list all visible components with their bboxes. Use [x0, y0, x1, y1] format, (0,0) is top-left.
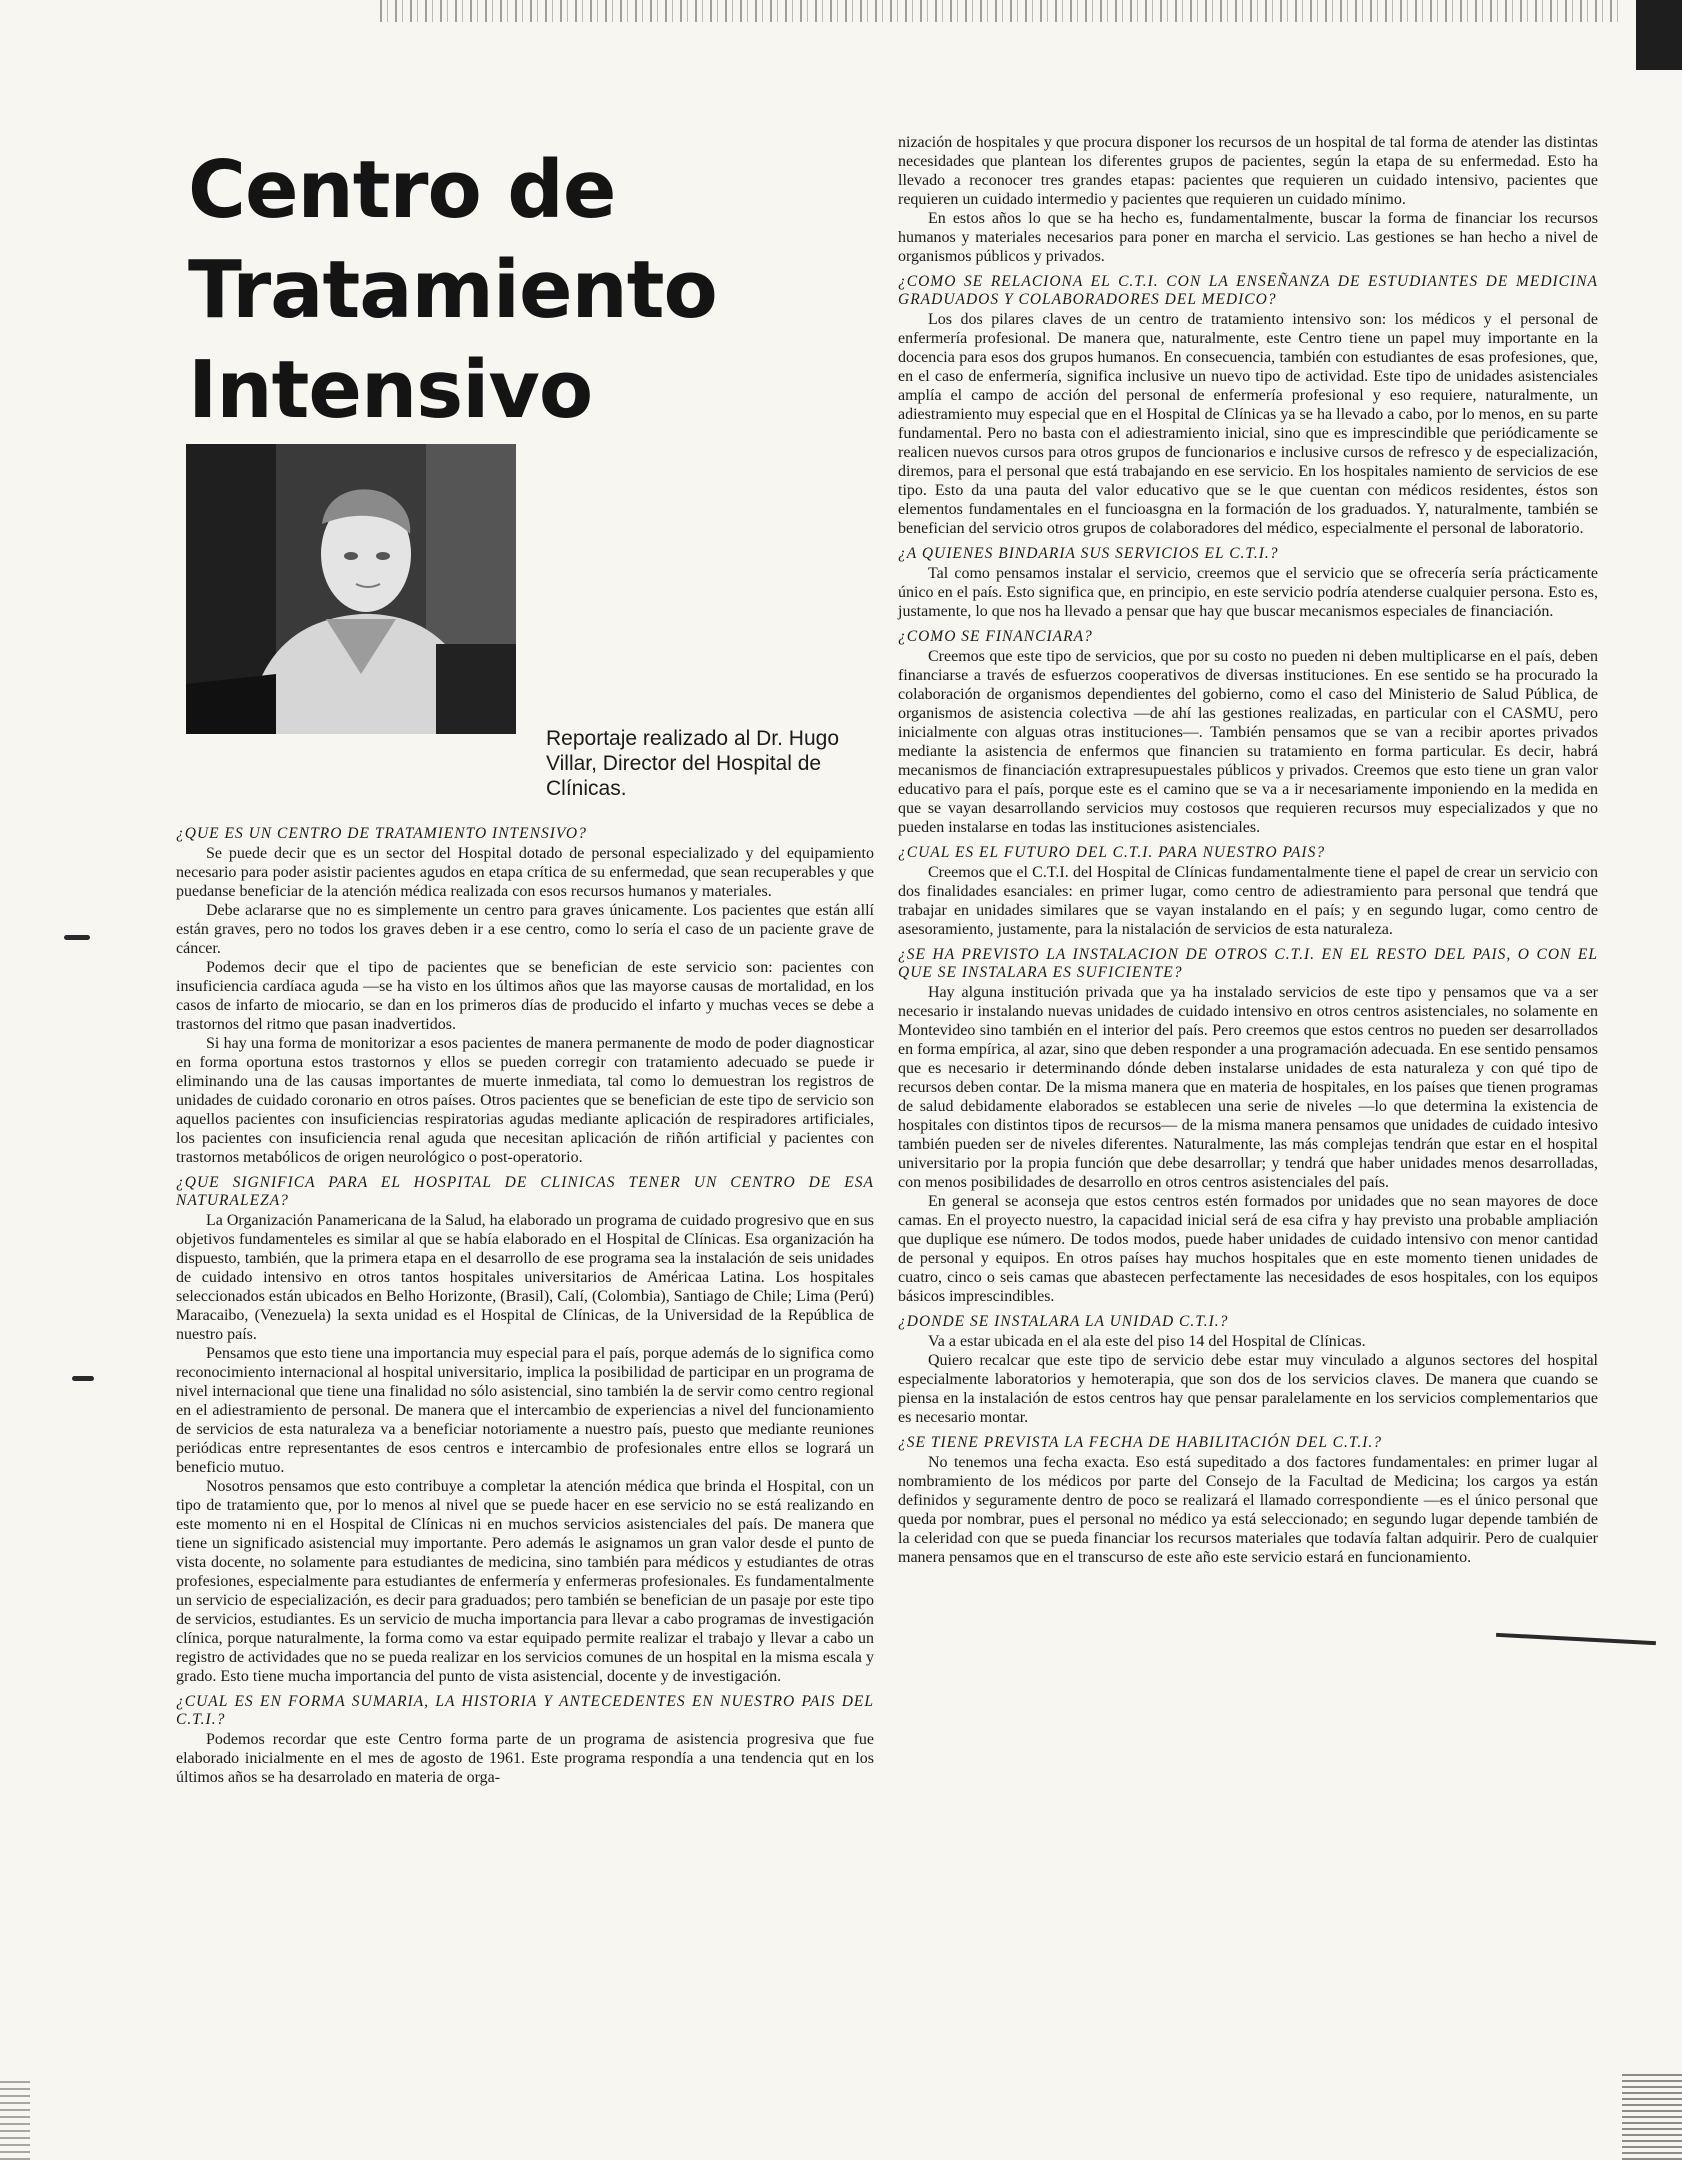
- right-column: [898, 133, 1598, 1567]
- article-paragraph: En estos años lo que se ha hecho es, fundamentalmente, buscar la forma de financiar los recursos humanos y materiales necesarios para poner en marcha el servicio. Las gestiones se han hecho a nivel de organismos públicos y privados.: [898, 210, 1598, 265]
- article-paragraph: nización de hospitales y que procura disponer los recursos de un hospital de tal forma de atender las distintas necesidades que plantean los diferentes grupos de pacientes, según la etapa de su enfermedad. Esto ha llevado a reconocer tres grandes etapas: pacientes que requieren un cuidado intensivo, pacientes que requieren un cuidado intermedio y pacientes que requieren un cuidado mínimo.: [898, 134, 1598, 208]
- article-paragraph: Tal como pensamos instalar el servicio, creemos que el servicio que se ofrecería sería prácticamente único en el país. Esto significa que, en principio, en este servicio podría atenderse cualquier persona. Esto es, justamente, lo que nos ha llevado a pensar que hay que buscar mecanismos especiales de financiación.: [898, 565, 1598, 620]
- scan-noise-corner: [1636, 0, 1682, 70]
- article-paragraph: Nosotros pensamos que esto contribuye a completar la atención médica que brinda el Hospital, con un tipo de tratamiento que, por lo menos al nivel que se puede hacer en ese servicio no se está realizando en este momento ni en el Hospital de Clínicas ni en muchos servicios asistenciales del país. De manera que tiene un significado asistencial muy importante. Pero además le asignamos un gran valor desde el punto de vista docente, no solamente para estudiantes de medicina, sino también para médicos y estudiantes de otras profesiones, especialmente para estudiantes de enfermería y enfermeras profesionales. Es fundamentalmente un servicio de especialización, es decir para graduados; pero también se benefician de un pasaje por este tipo de servicios, estudiantes. Es un servicio de mucha importancia para llevar a cabo programas de investigación clínica, porque naturalmente, la forma como va estar equipado permite realizar el trabajo y llevar a cabo un registro de actividades que no se pueda realizar en los servicios comunes de un hospital en la misma escala y grado. Esto tiene mucha importancia del punto de vista asistencial, docente y de investigación.: [176, 1478, 874, 1685]
- article-paragraph: Podemos decir que el tipo de pacientes que se benefician de este servicio son: pacientes con insuficiencia cardíaca aguda —se ha visto en los últimos años que las mayorse causas de mortalidad, en los casos de infarto de miocario, se dan en los primeros días de producido el infarto y muchas veces se debe a trastornos del ritmo que pasan inadvertidos.: [176, 959, 874, 1033]
- section-heading: ¿A QUIENES BINDARIA SUS SERVICIOS EL C.T.I.?: [898, 545, 1279, 562]
- scan-noise-bottom-right: [1622, 2070, 1682, 2160]
- scan-mark-left-2: [72, 1376, 94, 1381]
- article-paragraph: Pensamos que esto tiene una importancia muy especial para el país, porque además de lo significa como reconocimiento internacional al hospital universitario, implica la posibilidad de participar en un programa de nivel internacional que tiene una finalidad no sólo asistencial, sino también la de servir como centro regional en el adiestramiento de personal. De manera que el intercambio de experiencias a nivel del funcionamiento de servicios de esta naturaleza va a beneficiar notoriamente a nuestro país, puesto que mediante reuniones periódicas entre representantes de esos centros e intercambio de profesionales entre ellos se logrará un beneficio mutuo.: [176, 1345, 874, 1476]
- article-paragraph: Los dos pilares claves de un centro de tratamiento intensivo son: los médicos y el personal de enfermería profesional. De manera que, naturalmente, este Centro tiene un papel muy importante en la docencia para esos dos grupos humanos. En consecuencia, también con estudiantes de esas profesiones, que, en el caso de enfermería, significa inclusive un nuevo tipo de actividad. Este tipo de unidades asistenciales amplía el campo de acción del personal de enfermería profesional y eso requiere, naturalmente, un adiestramiento muy especial que en el Hospital de Clínicas ya se ha llevado a cabo, por lo menos, en su parte fundamental. Pero no basta con el adiestramiento inicial, sino que es imprescindible que periódicamente se realicen nuevos cursos para otros grupos de funcionarios e inclusive cursos de refresco y de especialización, diremos, para el personal que está trabajando en ese servicio. En los hospitales namiento de servicios de ese tipo. Esto da una pauta del valor educativo que se le que cuentan con médicos residentes, éstos son elementos fundamentales en el funcioasgna en la formación de los graduados. Y, naturalmente, también se benefician del servicio otros grupos de colaboradores del médico, especialmente el personal de laboratorio.: [898, 311, 1598, 537]
- scan-noise-bottom-left: [0, 2080, 30, 2160]
- section-heading: ¿SE TIENE PREVISTA LA FECHA DE HABILITACIÓN DEL C.T.I.?: [898, 1434, 1382, 1451]
- article-paragraph: Quiero recalcar que este tipo de servicio debe estar muy vinculado a algunos sectores del hospital especialmente laboratorios y hemoterapia, que son dos de los servicios claves. De manera que cuando se piensa en la instalación de estos centros hay que pensar paralelamente en los servicios complementarios que es necesario montar.: [898, 1352, 1598, 1426]
- scan-noise-top: [380, 0, 1622, 22]
- section-heading: ¿COMO SE RELACIONA EL C.T.I. CON LA ENSEÑANZA DE ESTUDIANTES DE MEDICINA GRADUADOS Y COLABORADORES DEL MEDICO?: [898, 273, 1598, 308]
- scan-mark-right: [1496, 1633, 1656, 1645]
- article-paragraph: Podemos recordar que este Centro forma parte de un programa de asistencia progresiva que fue elaborado inicialmente en el mes de agosto de 1961. Este programa respondía a una tendencia qut en los últimos años se ha desarrolado en materia de orga-: [176, 1731, 874, 1786]
- portrait-icon: [186, 444, 516, 734]
- article-paragraph: No tenemos una fecha exacta. Eso está supeditado a dos factores fundamentales: en primer lugar al nombramiento de los médicos por parte del Consejo de la Facultad de Medicina; los cargos ya están definidos y seguramente dentro de poco se realizará el llamado correspondiente —es el único personal que queda por nombrar, pues el personal no médico ya está seleccionado; en segundo lugar depende también de la celeridad con que se pueda financiar los recursos materiales que todavía faltan adquirir. Pero de cualquier manera pensamos que en el transcurso de este año este servicio estará en funcionamiento.: [898, 1454, 1598, 1566]
- article-paragraph: Creemos que este tipo de servicios, que por su costo no pueden ni deben multiplicarse en el país, deben financiarse a través de esfuerzos cooperativos de diversas instituciones. En ese sentido se ha procurado la colaboración de organismos dependientes del gobierno, como el caso del Ministerio de Salud Pública, de organismos de asistencia colectiva —de ahí las gestiones realizadas, en particular con el CASMU, pero inicialmente con alguas otras instituciones—. También pensamos que se van a recibir aportes privados mediante la asistencia de enfermos que financien su tratamiento en forma particular. Es decir, habrá mecanismos de financiación extrapresupuestales públicos y privados. Creemos que esto tiene un gran valor educativo para el país, porque este es el camino que se va a ir necesariamente imponiendo en la medida en que se vayan desarrollando servicios muy costosos que requieren recursos muy especializados y que no pueden instalarse en todas las instituciones asistenciales.: [898, 648, 1598, 836]
- title-line: Tratamiento: [188, 244, 717, 336]
- article-title: [188, 140, 748, 440]
- scan-mark-left: [64, 935, 90, 940]
- left-column: [176, 818, 874, 1787]
- article-paragraph: Hay alguna institución privada que ya ha instalado servicios de este tipo y pensamos que va a ser necesario ir instalando nuevas unidades de cuidado intensivo en otros centros asistenciales, no solamente en Montevideo sino también en el interior del país. Pero creemos que estos centros no pueden ser desarrollados en forma empírica, al azar, sino que deben responder a una programación adecuada. En ese sentido pensamos que es necesario ir determinando dónde deben instalarse unidades de esta naturaleza y con qué tipo de recursos deben contar. De la misma manera que en materia de hospitales, en los países que tienen programas de salud debidamente elaborados se establecen una serie de niveles —lo que determina la existencia de hospitales con distintos tipos de recursos— de la misma manera pensamos que unidades de cuidado intesivo también pueden ser de niveles diferentes. Naturalmente, las más complejas tendrán que estar en el hospital universitario por la propia función que debe desarrollar; y tendrá que haber unidades menos desarrolladas, con menos posibilidades de desarrollo en otros centros asistenciales del país.: [898, 984, 1598, 1191]
- title-line: Intensivo: [188, 344, 593, 436]
- portrait-photo: [186, 444, 516, 734]
- article-paragraph: La Organización Panamericana de la Salud, ha elaborado un programa de cuidado progresivo que en sus objetivos fundamenteles es similar al que se había elaborado en el Hospital de Clínicas. Esa organización ha dispuesto, también, que la primera etapa en el desarrollo de ese programa sea la instalación de seis unidades de cuidado intensivo en otros tantos hospitales universitarios de Américaa Latina. Los hospitales seleccionados están ubicados en Belho Horizonte, (Brasil), Calí, (Colombia), Santiago de Chile; Lima (Perú) Maracaibo, (Venezuela) la sexta unidad es el Hospital de Clínicas, de la Universidad de la República de nuestro país.: [176, 1212, 874, 1343]
- title-line: Centro de: [188, 144, 616, 236]
- section-heading: ¿COMO SE FINANCIARA?: [898, 628, 1093, 645]
- article-paragraph: Se puede decir que es un sector del Hospital dotado de personal especializado y del equipamiento necesario para poder asistir pacientes agudos en etapa crítica de su enfermedad, que sean recuperables y que puedanse beneficiar de la atención médica realizada con esos recursos humanos y materiales.: [176, 845, 874, 900]
- article-paragraph: Si hay una forma de monitorizar a esos pacientes de manera permanente de modo de poder diagnosticar en forma oportuna estos trastornos y ellos se pueden corregir con tratamiento adecuado se puede ir eliminando una de las causas importantes de muerte inmediata, tal como lo demuestran los registros de unidades de cuidado coronario en otros países. Otros pacientes que se benefician de este tipo de servicio son aquellos pacientes con insuficiencias respiratorias agudas mediante aplicación de respiradores artificiales, los pacientes con insuficiencia renal aguda que necesitan aplicación de riñón artificial y pacientes con trastornos metabólicos de origen neurológico o post-operatorio.: [176, 1035, 874, 1166]
- section-heading: ¿CUAL ES EL FUTURO DEL C.T.I. PARA NUESTRO PAIS?: [898, 844, 1326, 861]
- section-heading: ¿CUAL ES EN FORMA SUMARIA, LA HISTORIA Y ANTECEDENTES EN NUESTRO PAIS DEL C.T.I.?: [176, 1693, 874, 1728]
- article-paragraph: Va a estar ubicada en el ala este del piso 14 del Hospital de Clínicas.: [928, 1333, 1366, 1350]
- section-heading: ¿QUE SIGNIFICA PARA EL HOSPITAL DE CLINICAS TENER UN CENTRO DE ESA NATURALEZA?: [176, 1174, 874, 1209]
- article-paragraph: En general se aconseja que estos centros estén formados por unidades que no sean mayores de doce camas. En el proyecto nuestro, la capacidad inicial será de esa cifra y hay previsto una probable ampliación que duplique ese número. De todos modos, puede haber unidades de cuidado intensivo con menor cantidad de personal y equipos. En otros países hay muchos hospitales que en este momento tienen unidades de cuatro, cinco o seis camas que abastecen perfectamente las necesidades de esos hospitales, con los equipos básicos imprescindibles.: [898, 1193, 1598, 1305]
- section-heading: ¿DONDE SE INSTALARA LA UNIDAD C.T.I.?: [898, 1313, 1229, 1330]
- section-heading: ¿SE HA PREVISTO LA INSTALACION DE OTROS C.T.I. EN EL RESTO DEL PAIS, O CON EL QUE SE INSTALARA ES SUFICIENTE?: [898, 946, 1598, 981]
- section-heading: ¿QUE ES UN CENTRO DE TRATAMIENTO INTENSIVO?: [176, 825, 587, 842]
- article-paragraph: Debe aclararse que no es simplemente un centro para graves únicamente. Los pacientes que están allí están graves, pero no todos los graves deben ir a ese centro, como lo sería el caso de un paciente grave de cáncer.: [176, 902, 874, 957]
- article-paragraph: Creemos que el C.T.I. del Hospital de Clínicas fundamentalmente tiene el papel de crear un servicio con dos finalidades esanciales: en primer lugar, como centro de adiestramiento para personal que tendrá que trabajar en unidades similares que se vayan instalando en el país; y en segundo lugar, como centro de asesoramiento, justamente, para la nistalación de servicios de esta naturaleza.: [898, 864, 1598, 938]
- photo-caption: Reportaje realizado al Dr. Hugo Villar, Director del Hospital de Clínicas.: [546, 727, 839, 800]
